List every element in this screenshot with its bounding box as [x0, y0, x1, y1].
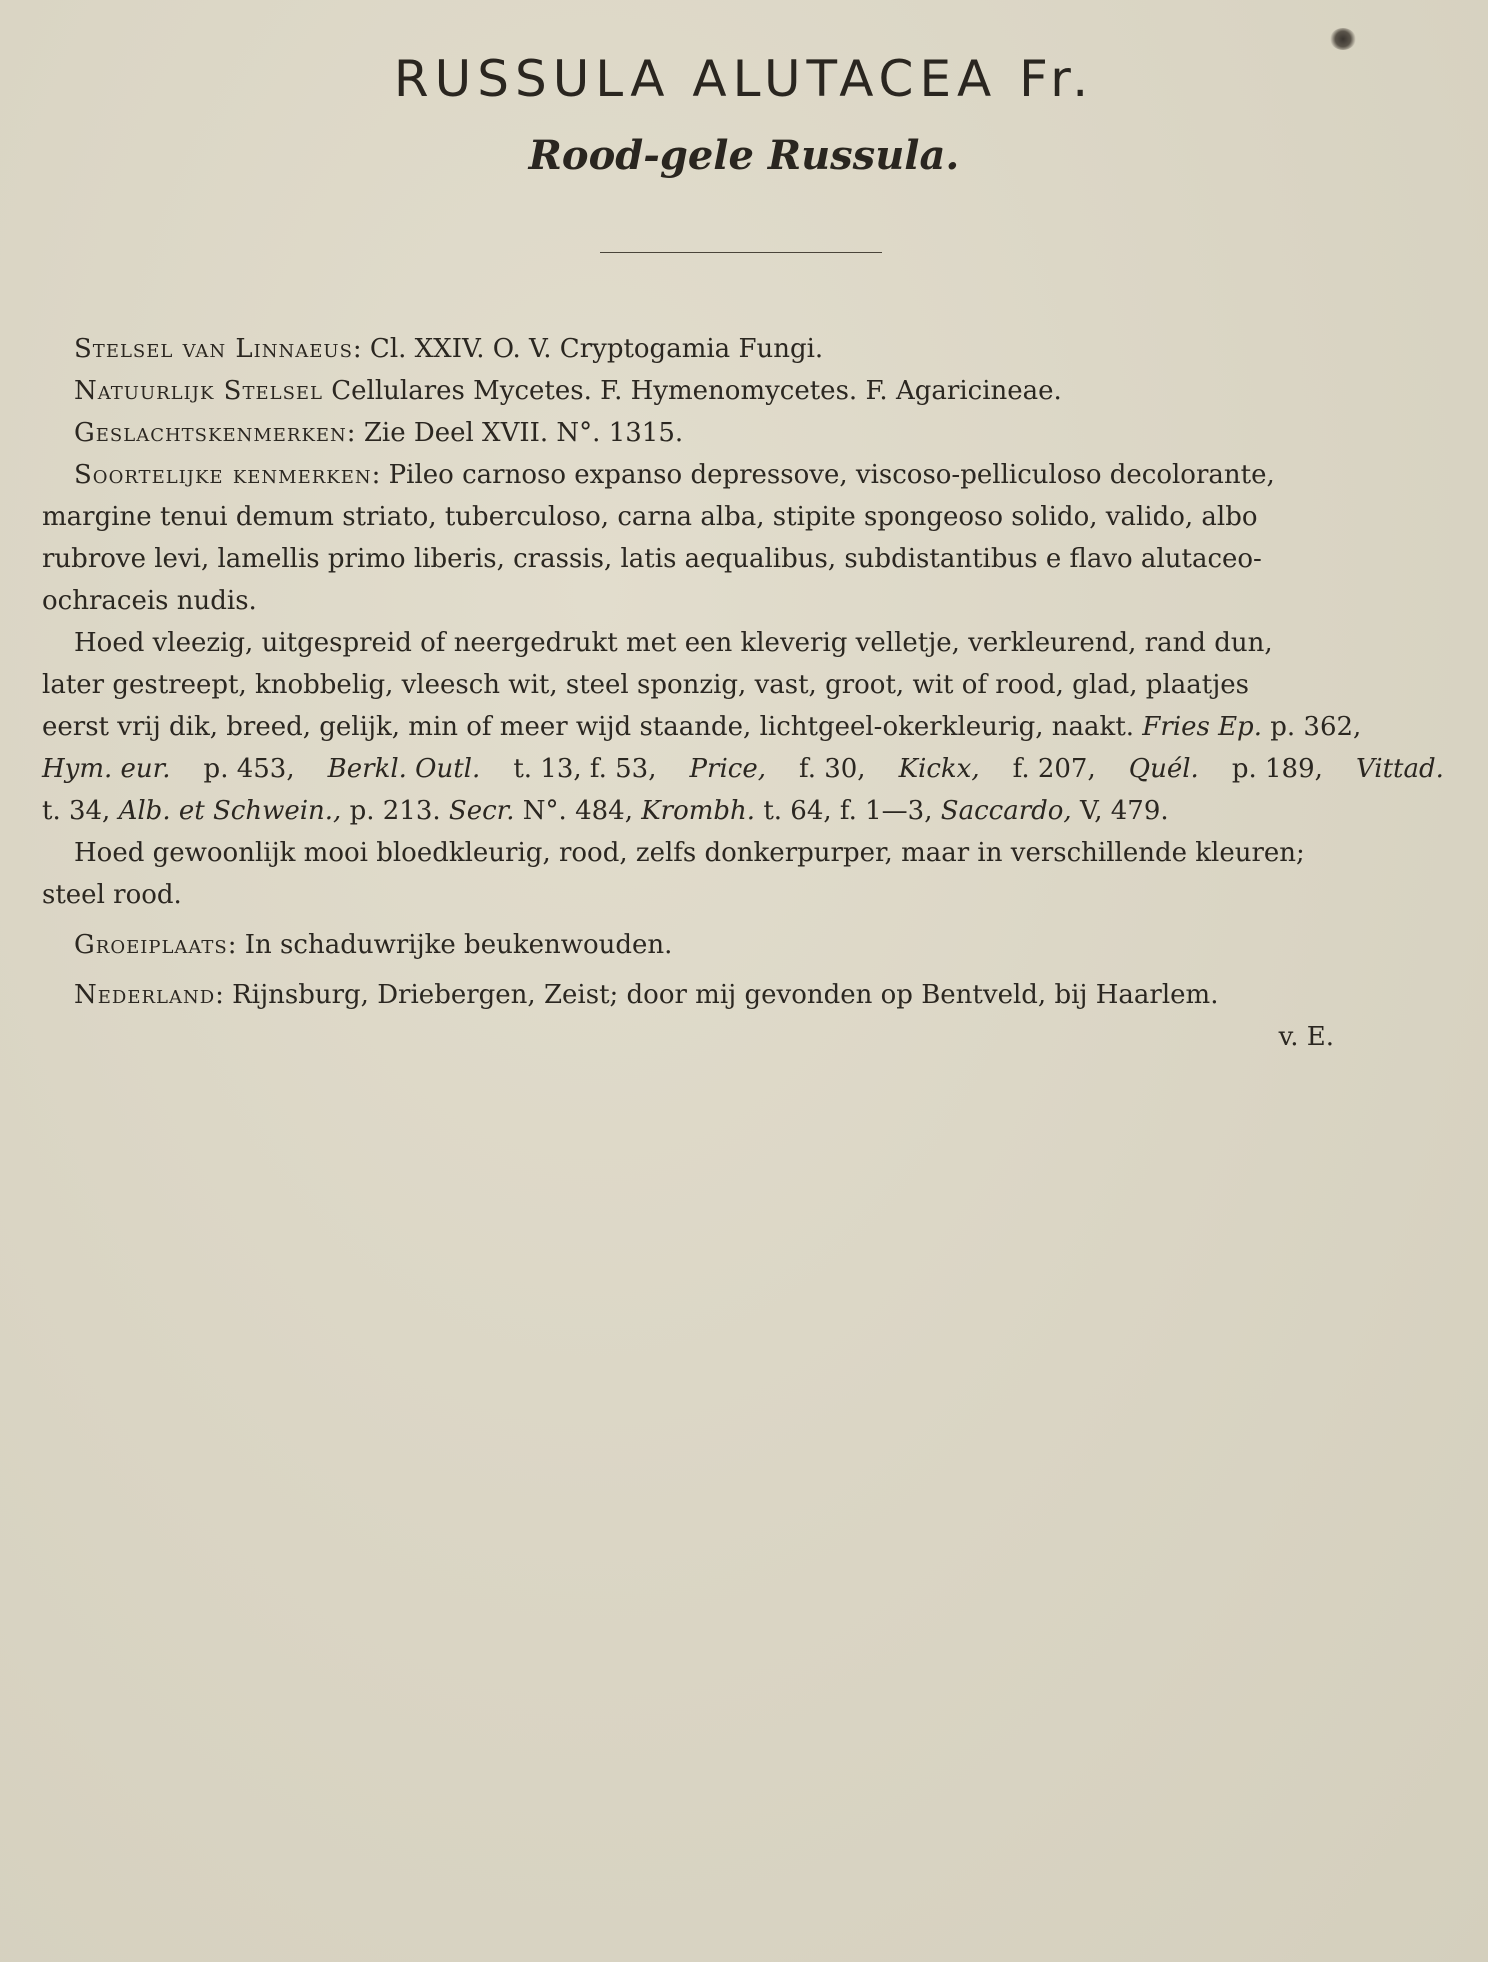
- ref-krombh-page: t. 64, f. 1—3,: [763, 796, 933, 826]
- divider-rule: [600, 252, 882, 253]
- hoed2-line-1: Hoed gewoonlijk mooi bloedkleurig, rood, zelfs donkerpurper, maar in verschillende kleuren;: [74, 838, 1305, 868]
- ref-fries: Fries Ep.: [1142, 712, 1262, 742]
- ref-vittad-page: t. 34,: [42, 796, 111, 826]
- ref-secr-no: N°. 484,: [522, 796, 633, 826]
- soortelijke-line-2: margine tenui demum striato, tuberculoso, carna alba, stipite spongeoso solido, valido, albo: [42, 502, 1258, 532]
- groeiplaats-label: Groeiplaats: [74, 930, 228, 960]
- ref-hym-page: p. 453,: [203, 754, 295, 784]
- natuurlijk-stelsel-line: [42, 370, 1444, 412]
- ref-price: Price,: [689, 754, 766, 784]
- stelsel-linnaeus-text: : Cl. XXIV. O. V. Cryptogamia Fungi.: [352, 334, 824, 364]
- ref-berkl: Berkl. Outl.: [327, 754, 481, 784]
- ref-quel: Quél.: [1128, 754, 1199, 784]
- natuurlijk-stelsel-label: Natuurlijk Stelsel: [74, 376, 323, 406]
- natuurlijk-stelsel-text: Cellulares Mycetes. F. Hymenomycetes. F. Agaricineae.: [323, 376, 1062, 406]
- ref-berkl-page: t. 13, f. 53,: [513, 754, 657, 784]
- common-name: Rood-gele Russula.: [528, 132, 960, 179]
- ink-smudge: [1330, 28, 1356, 50]
- hoed-line-1: Hoed vleezig, uitgespreid of neergedrukt met een kleverig velletje, verkleurend, rand dun,: [74, 628, 1273, 658]
- ref-saccardo-page: V, 479.: [1079, 796, 1169, 826]
- hoed2-line-2: steel rood.: [42, 880, 182, 910]
- ref-fries-page: p. 362,: [1270, 712, 1362, 742]
- stelsel-linnaeus-label: Stelsel van Linnaeus: [74, 334, 353, 364]
- ref-kickx-page: f. 207,: [1012, 754, 1096, 784]
- geslachtskenmerken-text: : Zie Deel XVII. N°. 1315.: [346, 418, 684, 448]
- stelsel-linnaeus-line: [42, 328, 1444, 370]
- description-body: [42, 328, 1444, 1058]
- soortelijke-line-4: ochraceis nudis.: [42, 586, 257, 616]
- groeiplaats-line: [42, 924, 1444, 966]
- geslachtskenmerken-label: Geslachtskenmerken: [74, 418, 347, 448]
- soortelijke-label: Soortelijke kenmerken: [74, 460, 372, 490]
- ref-vittad: Vittad.: [1355, 754, 1444, 784]
- hoed-line-2: later gestreept, knobbelig, vleesch wit, steel sponzig, vast, groot, wit of rood, glad, plaatjes: [42, 670, 1250, 700]
- ref-alb: Alb. et Schwein.,: [118, 796, 342, 826]
- ref-kickx: Kickx,: [898, 754, 980, 784]
- ref-saccardo: Saccardo,: [940, 796, 1072, 826]
- ref-krombh: Krombh.: [641, 796, 756, 826]
- ref-secr: Secr.: [448, 796, 515, 826]
- species-title: RUSSULA ALUTACEA Fr.: [393, 50, 1095, 108]
- nederland-text: : Rijnsburg, Driebergen, Zeist; door mij gevonden op Bentveld, bij Haarlem.: [215, 980, 1219, 1010]
- signature: v. E.: [1278, 1022, 1334, 1052]
- hoed-line-5: [42, 790, 1444, 832]
- geslachtskenmerken-line: [42, 412, 1444, 454]
- ref-price-page: f. 30,: [799, 754, 866, 784]
- ref-alb-page: p. 213.: [349, 796, 441, 826]
- ref-quel-page: p. 189,: [1231, 754, 1323, 784]
- hoed-line-3: [42, 706, 1444, 748]
- soortelijke-line-1: [42, 454, 1444, 496]
- hoed-line-4: [42, 748, 1444, 790]
- hoed-line-3-text: eerst vrij dik, breed, gelijk, min of meer wijd staande, lichtgeel-okerkleurig, naakt.: [42, 712, 1135, 742]
- soortelijke-line-3: rubrove levi, lamellis primo liberis, crassis, latis aequalibus, subdistantibus e flavo alutaceo-: [42, 544, 1262, 574]
- nederland-line: [42, 974, 1444, 1016]
- soortelijke-text-1: : Pileo carnoso expanso depressove, viscoso-pelliculoso decolorante,: [371, 460, 1275, 490]
- nederland-label: Nederland: [74, 980, 216, 1010]
- groeiplaats-text: : In schaduwrijke beukenwouden.: [227, 930, 673, 960]
- ref-hym: Hym. eur.: [42, 754, 171, 784]
